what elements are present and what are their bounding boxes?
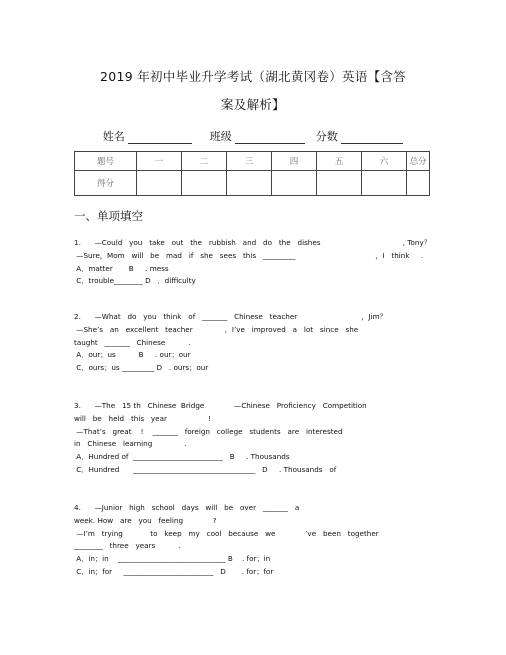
- question-4: [74, 502, 434, 579]
- score-cell: [182, 171, 227, 196]
- question-line: A．Hundred of _________________________ B . Thousands: [74, 452, 290, 462]
- score-label: 分数: [315, 130, 338, 143]
- score-table-header-cell: 一: [137, 152, 182, 171]
- score-cell: [362, 171, 407, 196]
- student-info-line: [0, 128, 506, 144]
- score-table-header-cell: 四: [272, 152, 317, 171]
- score-table-header-cell: 总分: [407, 152, 430, 171]
- score-table-score-row: [75, 171, 430, 196]
- score-table-header-row: [75, 152, 430, 171]
- question-line: week. How are you feeling ?: [74, 515, 217, 525]
- score-cell: [227, 171, 272, 196]
- score-cell: [137, 171, 182, 196]
- question-line: 1. —Could you take out the rubbish and do the dishes , Tony？: [74, 238, 431, 247]
- score-cell: [272, 171, 317, 196]
- name-blank: [128, 133, 192, 144]
- question-line: A．in；in ______________________________ B . for；in: [74, 554, 271, 564]
- document-title-line1: 2019 年初中毕业升学考试（湖北黄冈卷）英语【含答: [99, 69, 407, 84]
- question-line: ________ three years .: [74, 541, 181, 551]
- score-blank: [341, 133, 403, 144]
- question-line: —That’s great ! _______ foreign college students are interested: [74, 426, 343, 436]
- score-table-header-cell: 二: [182, 152, 227, 171]
- score-table-header-cell: 五: [317, 152, 362, 171]
- section-title: 一、单项填空: [74, 209, 143, 223]
- class-blank: [235, 133, 305, 144]
- score-cell: [407, 171, 430, 196]
- question-line: 4. —Junior high school days will be over _______ a: [74, 503, 300, 512]
- score-table-header-cell: 三: [227, 152, 272, 171]
- question-line: —She’s an excellent teacher ，I’ve improved a lot since she: [74, 324, 359, 334]
- question-line: A．our；us B . our；our: [74, 350, 191, 360]
- question-line: C．trouble________ D ．difficulty: [74, 276, 196, 286]
- question-line: 3. —The 15 th Chinese Bridge —Chinese Proficiency Competition: [74, 401, 367, 410]
- question-line: in Chinese learning .: [74, 439, 187, 449]
- question-line: C．Hundred __________________________________ D . Thousands of: [74, 464, 337, 474]
- class-label: 班级: [209, 130, 232, 143]
- score-table: [74, 151, 430, 196]
- question-line: will be held this year !: [74, 413, 211, 423]
- question-line: —I’m trying to keep my cool because we ’ve been together: [74, 528, 379, 538]
- question-line: —Sure，Mom will be mad if she sees this _________ ，I think .: [74, 250, 424, 260]
- score-table-header-cell: 六: [362, 152, 407, 171]
- score-table-header-cell: 题号: [75, 152, 137, 171]
- score-cell: [317, 171, 362, 196]
- question-line: C．ours；us _________ D . ours；our: [74, 363, 209, 373]
- question-line: A．matter B . mess: [74, 263, 169, 273]
- question-1: [74, 237, 434, 288]
- question-3: [74, 400, 434, 477]
- name-label: 姓名: [102, 130, 125, 143]
- question-line: C．in；for _________________________ D . for；for: [74, 566, 274, 576]
- question-2: [74, 311, 434, 375]
- document-title-line2: 案及解析】: [220, 97, 285, 112]
- question-line: taught _______ Chinese .: [74, 337, 191, 347]
- question-line: 2. —What do you think of _______ Chinese teacher ，Jim？: [74, 312, 387, 321]
- score-row-label: 得分: [75, 171, 137, 196]
